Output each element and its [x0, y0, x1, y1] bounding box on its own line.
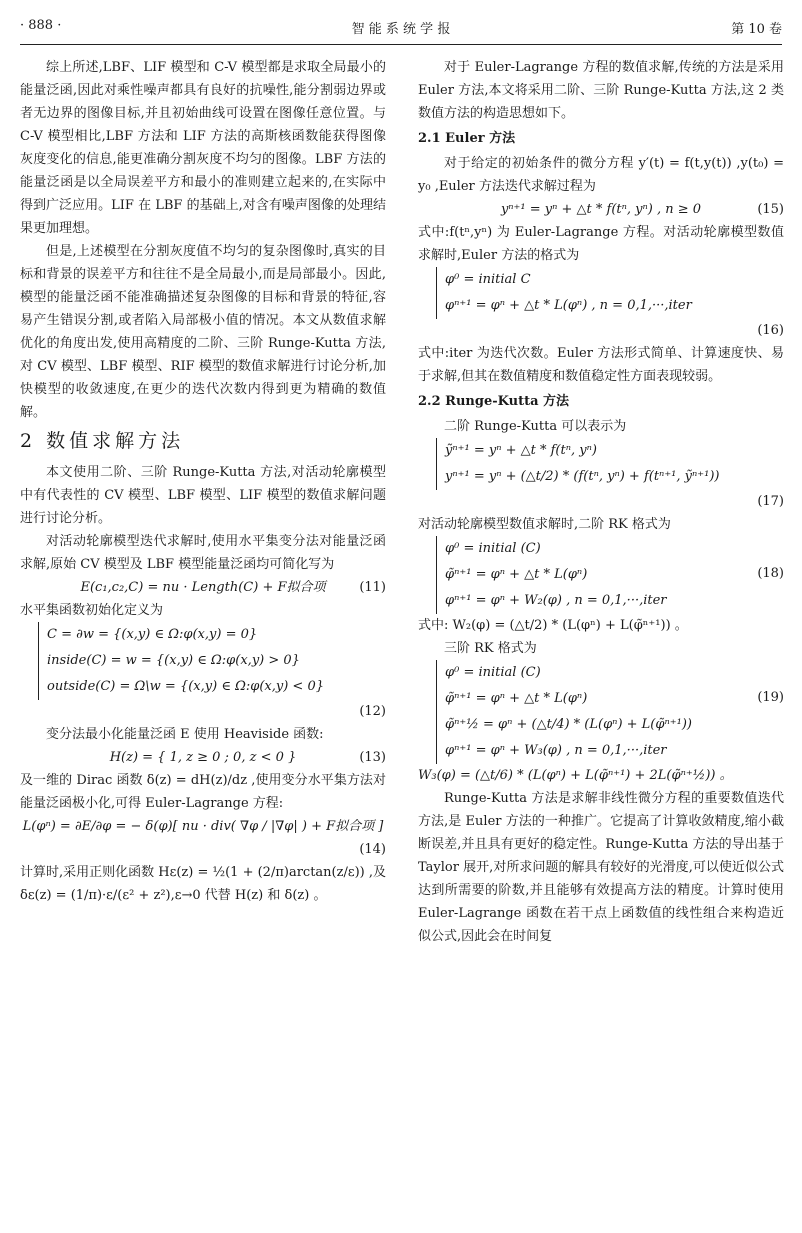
- equation-18: [436, 536, 784, 614]
- equation-line: φ̃ⁿ⁺¹ = φⁿ + △t * L(φⁿ): [445, 691, 588, 706]
- paragraph: 对活动轮廓模型迭代求解时,使用水平集变分法对能量泛函求解,原始 CV 模型及 LBF 模型能量泛函均可简化写为: [20, 534, 386, 572]
- equation-line: ỹⁿ⁺¹ = yⁿ + △t * f(tⁿ, yⁿ): [445, 443, 597, 458]
- equation-number: (18): [757, 566, 784, 581]
- equation-line: φ̃ⁿ⁺¹ = φⁿ + △t * L(φⁿ): [445, 567, 588, 582]
- equation-line: C = ∂w = {(x,y) ∈ Ω:φ(x,y) = 0}: [47, 627, 258, 642]
- equation-number: (12): [359, 704, 386, 719]
- equation-line: φ⁰ = initial C: [445, 272, 531, 287]
- equation-line: φ̃ⁿ⁺½ = φⁿ + (△t/4) * (L(φⁿ) + L(φ̃ⁿ⁺¹)): [445, 717, 692, 732]
- journal-title: 智 能 系 统 学 报: [351, 22, 451, 37]
- equation-body: W₃(φ) = (△t/6) * (L(φⁿ) + L(φ̃ⁿ⁺¹) + 2L(φ̃ⁿ⁺½)) 。: [418, 768, 733, 783]
- paragraph: 对于给定的初始条件的微分方程 y′(t) = f(t,y(t)) ,y(t₀) = y₀ ,Euler 方法迭代求解过程为: [418, 156, 784, 194]
- page-number: · 888 ·: [20, 18, 62, 33]
- subsection-heading: 2.2 Runge-Kutta 方法: [418, 394, 570, 409]
- volume-label: 第 10 卷: [731, 22, 782, 37]
- equation-line: φⁿ⁺¹ = φⁿ + △t * L(φⁿ) , n = 0,1,···,iter: [445, 298, 692, 313]
- equation-11: [20, 576, 386, 599]
- equation-w3: [418, 764, 784, 787]
- subsection-heading: 2.1 Euler 方法: [418, 131, 516, 146]
- right-column: [418, 56, 784, 948]
- left-column: [20, 56, 386, 907]
- paragraph: 式中:iter 为迭代次数。Euler 方法形式简单、计算速度快、易于求解,但其在数值精度和数值稳定性方面表现较弱。: [418, 346, 784, 384]
- paragraph: 二阶 Runge-Kutta 可以表示为: [444, 419, 627, 434]
- equation-12: [38, 622, 386, 700]
- equation-body: L(φⁿ) = ∂E/∂φ = − δ(φ)[ nu · div( ∇φ / |∇φ| ) + F拟合项 ]: [22, 819, 384, 834]
- header-divider: [20, 44, 782, 45]
- paragraph: 式中: W₂(φ) = (△t/2) * (L(φⁿ) + L(φ̃ⁿ⁺¹)) 。: [418, 618, 688, 633]
- paragraph: 变分法最小化能量泛函 E 使用 Heaviside 函数:: [46, 727, 324, 742]
- equation-13: [20, 746, 386, 769]
- equation-body: H(z) = { 1, z ≥ 0 ; 0, z < 0 }: [109, 750, 297, 765]
- equation-number: (16): [757, 323, 784, 338]
- equation-number: (14): [359, 842, 386, 857]
- equation-line: yⁿ⁺¹ = yⁿ + (△t/2) * (f(tⁿ, yⁿ) + f(tⁿ⁺¹, ỹⁿ⁺¹)): [445, 469, 720, 484]
- equation-number: (13): [359, 750, 386, 765]
- equation-19: [436, 660, 784, 764]
- paragraph: 综上所述,LBF、LIF 模型和 C-V 模型都是求取全局最小的能量泛函,因此对乘性噪声都具有良好的抗噪性,能分割弱边界或者无边界的图像目标,并且初始曲线可设置在图像任意位置。与 C-V 模型相比,LBF 方法和 LIF 方法的高斯核函数能获得图像灰度变化的信息,能更准确分割灰度不均匀的图像。LBF 方法的能量泛函是以全局误差平方和最小的准则建立起来的,在实际中得到广泛应用。LIF 在 LBF 的基础上,对含有噪声图像的处理结果更加理想。: [20, 60, 386, 236]
- equation-body: E(c₁,c₂,C) = nu · Length(C) + F拟合项: [80, 580, 326, 595]
- paragraph: 对活动轮廓模型数值求解时,二阶 RK 格式为: [418, 517, 671, 532]
- paragraph: 式中:f(tⁿ,yⁿ) 为 Euler-Lagrange 方程。对活动轮廓模型数值求解时,Euler 方法的格式为: [418, 225, 784, 263]
- equation-number: (17): [757, 494, 784, 509]
- equation-line: φ⁰ = initial (C): [445, 541, 541, 556]
- paragraph: 但是,上述模型在分割灰度值不均匀的复杂图像时,真实的目标和背景的误差平方和往往不是全局最小,而是局部最小。因此,模型的能量泛函不能准确描述复杂图像的目标和背景的特征,容易产生错误分割,或者陷入局部极小值的情况。本文从数值求解优化的角度出发,使用高精度的二阶、三阶 Runge-Kutta 方法,对 CV 模型、LBF 模型、RIF 模型的数值求解进行讨论分析,加快模型的收敛速度,在更少的迭代次数内得到更为精确的数值解。: [20, 244, 386, 420]
- equation-line: φ⁰ = initial (C): [445, 665, 541, 680]
- paragraph: 本文使用二阶、三阶 Runge-Kutta 方法,对活动轮廓模型中有代表性的 CV 模型、LBF 模型、LIF 模型的数值求解问题进行讨论分析。: [20, 465, 386, 526]
- equation-line: inside(C) = w = {(x,y) ∈ Ω:φ(x,y) > 0}: [47, 653, 300, 668]
- equation-body: yⁿ⁺¹ = yⁿ + △t * f(tⁿ, yⁿ) , n ≥ 0: [500, 202, 702, 217]
- equation-17: [436, 438, 784, 490]
- paragraph: Runge-Kutta 方法是求解非线性微分方程的重要数值迭代方法,是 Euler 方法的一种推广。它提高了计算收敛精度,缩小截断误差,并且具有更好的稳定性。Runge-Kutta 方法的导出基于 Taylor 展开,对所求问题的解具有较好的光滑度,可以使近似公式达到所需要的阶数,并且能够有效提高方法的精度。计算时使用 Euler-Lagrange 函数在若干点上函数值的线性组合来构造近似公式,因此会在时间复: [418, 791, 784, 944]
- paragraph: 三阶 RK 格式为: [444, 641, 537, 656]
- equation-number: (19): [757, 690, 784, 705]
- equation-line: outside(C) = Ω\w = {(x,y) ∈ Ω:φ(x,y) < 0}: [47, 679, 324, 694]
- equation-16: [436, 267, 784, 319]
- paragraph: 水平集函数初始化定义为: [20, 603, 164, 618]
- paragraph: 及一维的 Dirac 函数 δ(z) = dH(z)/dz ,使用变分水平集方法对能量泛函极小化,可得 Euler-Lagrange 方程:: [20, 773, 386, 811]
- paragraph: 对于 Euler-Lagrange 方程的数值求解,传统的方法是采用 Euler 方法,本文将采用二阶、三阶 Runge-Kutta 方法,这 2 类数值方法的构造思想如下。: [418, 60, 784, 121]
- equation-line: φⁿ⁺¹ = φⁿ + W₃(φ) , n = 0,1,···,iter: [445, 743, 667, 758]
- equation-14: [20, 815, 386, 838]
- paragraph: 计算时,采用正则化函数 Hε(z) = ½(1 + (2/π)arctan(z/ε)) ,及 δε(z) = (1/π)·ε/(ε² + z²),ε→0 代替 H(z) 和 δ(z) 。: [20, 865, 386, 903]
- equation-15: [418, 198, 784, 221]
- equation-number: (11): [359, 580, 386, 595]
- section-heading: 2 数值求解方法: [20, 430, 185, 452]
- equation-number: (15): [757, 202, 784, 217]
- equation-line: φⁿ⁺¹ = φⁿ + W₂(φ) , n = 0,1,···,iter: [445, 593, 667, 608]
